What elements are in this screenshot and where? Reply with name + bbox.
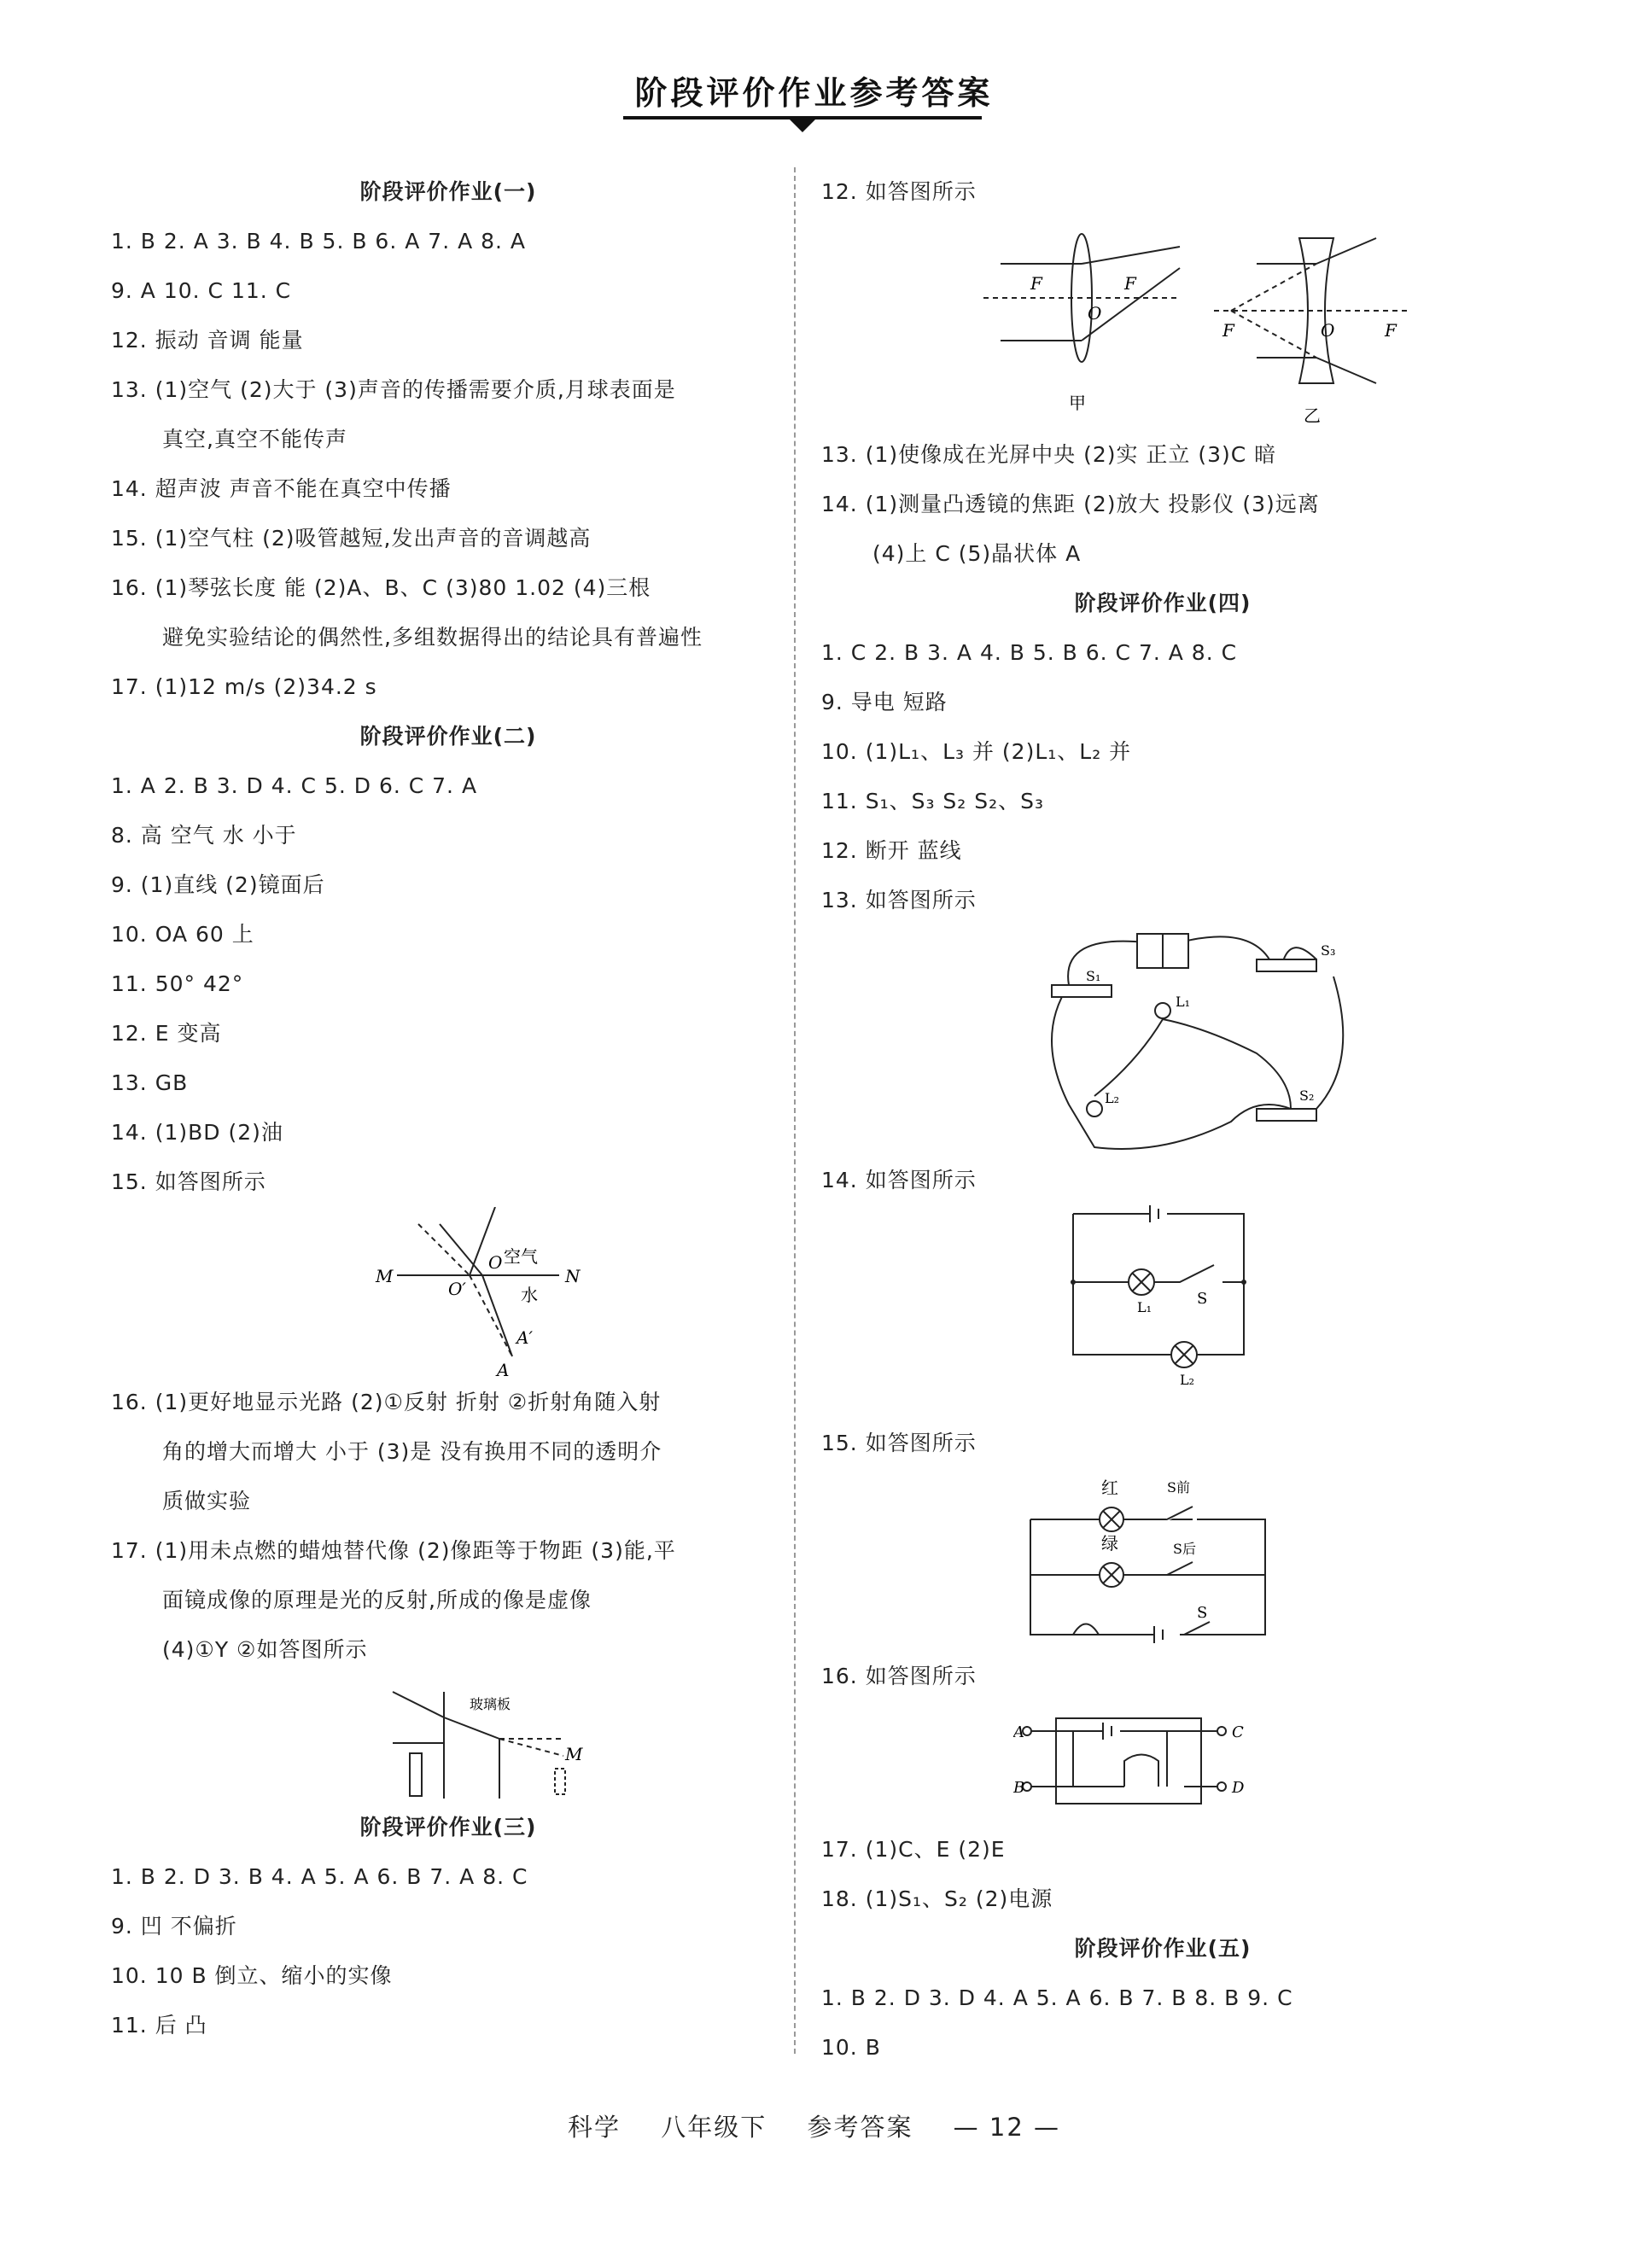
answer-line: 9. 凹 不偏折 (111, 1914, 237, 1939)
figure-line (1231, 311, 1316, 358)
figure-label: S (1197, 1290, 1208, 1308)
answer-line: 16. 如答图所示 (821, 1664, 977, 1688)
answer-line: 1. A 2. B 3. D 4. C 5. D 6. C 7. A (111, 773, 478, 798)
figure-label: C (1232, 1723, 1244, 1741)
figure-label: B (1013, 1779, 1025, 1797)
switch-icon (1052, 985, 1112, 997)
answer-line: 1. B 2. D 3. B 4. A 5. A 6. B 7. A 8. C (111, 1864, 528, 1889)
figure-label: S₁ (1086, 968, 1101, 984)
answer-line: 8. 高 空气 水 小于 (111, 823, 297, 848)
figure-label: 甲 (1069, 393, 1086, 413)
figure-lenses-svg (983, 217, 1462, 430)
figure-label: F (1030, 273, 1042, 294)
figure-label: D (1232, 1779, 1245, 1797)
terminal-icon (1217, 1727, 1226, 1735)
left-column (111, 167, 785, 2050)
figure-label: O′ (448, 1279, 466, 1299)
figure-label: 红 (1101, 1478, 1118, 1498)
footer-subject: 科学 (567, 2113, 621, 2142)
figure-line (444, 1717, 499, 1739)
figure-label: L₂ (1105, 1090, 1120, 1106)
figure-label: 水 (521, 1285, 538, 1305)
answer-line: 15. 如答图所示 (111, 1169, 266, 1194)
answer-line: 10. 10 B 倒立、缩小的实像 (111, 1963, 393, 1988)
battery-icon (1137, 934, 1163, 968)
answer-line: 10. (1)L₁、L₃ 并 (2)L₁、L₂ 并 (821, 739, 1132, 764)
answer-line: 9. A 10. C 11. C (111, 278, 292, 303)
answer-line: 15. 如答图所示 (821, 1431, 977, 1455)
figure-line (393, 1692, 444, 1717)
answer-line: 避免实验结论的偶然性,多组数据得出的结论具有普遍性 (162, 625, 703, 650)
figure-realcircuit (821, 925, 1504, 1156)
figure-line (1167, 1507, 1193, 1519)
figure-label: S前 (1167, 1479, 1190, 1495)
answer-line: 18. (1)S₁、S₂ (2)电源 (821, 1886, 1053, 1911)
answer-line: 17. (1)用未点燃的蜡烛替代像 (2)像距等于物距 (3)能,平 (111, 1538, 676, 1563)
node-dot (1241, 1280, 1246, 1285)
figure-label: O (488, 1252, 503, 1273)
answer-line: 1. B 2. D 3. D 4. A 5. A 6. B 7. B 8. B 9. C (821, 1985, 1293, 2010)
figure-circuit16-svg (1013, 1701, 1287, 1825)
answer-line: 14. 如答图所示 (821, 1168, 977, 1192)
node-dot (1071, 1280, 1076, 1285)
figure-label: 乙 (1304, 405, 1321, 426)
figure-label: A (1013, 1723, 1024, 1741)
section-heading: 阶段评价作业(五) (1074, 1936, 1252, 1961)
figure-line (470, 1275, 512, 1356)
figure-label: M (376, 1266, 394, 1286)
footer-grade: 八年级下 (661, 2113, 767, 2142)
figure-label: S₂ (1299, 1087, 1315, 1104)
figure-label: N (565, 1266, 581, 1286)
bulb-icon (1155, 1003, 1170, 1018)
figure-label: O (1088, 303, 1102, 324)
answer-line: 13. (1)使像成在光屏中央 (2)实 正立 (3)C 暗 (821, 442, 1277, 467)
answer-line: 12. 如答图所示 (821, 179, 977, 204)
answer-line: 10. OA 60 上 (111, 922, 254, 947)
bell-icon (1124, 1755, 1158, 1787)
figure-circuit15-svg (1026, 1468, 1299, 1652)
figure-refraction-svg (367, 1207, 623, 1378)
circuit-wires (1073, 1214, 1244, 1355)
figure-label: L₂ (1180, 1372, 1195, 1388)
figure-label: S (1197, 1604, 1208, 1622)
figure-circuit15 (821, 1468, 1504, 1652)
figure-label: L₁ (1176, 994, 1191, 1010)
figure-line (1167, 1562, 1193, 1575)
circuit-wires (1030, 1519, 1265, 1635)
answer-line: 13. GB (111, 1070, 189, 1095)
section-heading: 阶段评价作业(四) (1074, 591, 1252, 615)
answer-line: 13. 如答图所示 (821, 888, 977, 912)
figure-label: 空气 (504, 1246, 538, 1267)
page-title: 阶段评价作业参考答案 (634, 74, 994, 112)
answer-line: 真空,真空不能传声 (162, 427, 347, 452)
answer-line: 1. B 2. A 3. B 4. B 5. B 6. A 7. A 8. A (111, 229, 527, 254)
figure-line (482, 1275, 512, 1356)
figure-lenses (821, 217, 1504, 430)
bulb-icon (1087, 1101, 1102, 1117)
figure-label: F (1124, 273, 1136, 294)
answer-line: 11. 50° 42° (111, 971, 244, 996)
figure-label: 绿 (1101, 1533, 1118, 1554)
figure-label: O (1321, 320, 1335, 341)
figure-circuit14 (821, 1205, 1504, 1419)
figure-line (1082, 247, 1180, 264)
answer-line: 14. (1)测量凸透镜的焦距 (2)放大 投影仪 (3)远离 (821, 492, 1320, 516)
figure-label: 玻璃板 (470, 1696, 511, 1712)
answer-line: 14. 超声波 声音不能在真空中传播 (111, 476, 452, 501)
figure-line (1316, 238, 1376, 264)
answer-line: 12. 振动 音调 能量 (111, 328, 304, 353)
terminal-icon (1217, 1782, 1226, 1791)
section-heading: 阶段评价作业(二) (359, 724, 537, 749)
figure-glass-svg (384, 1675, 606, 1803)
figure-label: F (1222, 320, 1234, 341)
section-heading: 阶段评价作业(一) (359, 179, 537, 204)
battery-icon (1163, 934, 1188, 968)
bell-icon (1073, 1624, 1099, 1635)
candle-icon (410, 1753, 422, 1796)
answer-line: 1. C 2. B 3. A 4. B 5. B 6. C 7. A 8. C (821, 640, 1238, 665)
switch-icon (1257, 1109, 1316, 1121)
figure-label: A′ (516, 1327, 533, 1348)
answer-line: 12. E 变高 (111, 1021, 222, 1046)
answer-line: 9. (1)直线 (2)镜面后 (111, 872, 325, 897)
figure-label: F (1385, 320, 1397, 341)
answer-line: 16. (1)更好地显示光路 (2)①反射 折射 ②折射角随入射 (111, 1390, 662, 1414)
title-arrow-icon (789, 119, 816, 132)
page-footer (0, 2108, 1628, 2143)
page-number: — 12 — (953, 2113, 1061, 2142)
figure-line (1231, 264, 1316, 311)
figure-label: A (497, 1360, 510, 1378)
answer-line: 质做实验 (162, 1489, 252, 1513)
answer-line: 13. (1)空气 (2)大于 (3)声音的传播需要介质,月球表面是 (111, 377, 676, 402)
figure-label: S₃ (1321, 942, 1336, 959)
answer-line: 15. (1)空气柱 (2)吸管越短,发出声音的音调越高 (111, 526, 592, 551)
answer-line: 14. (1)BD (2)油 (111, 1120, 283, 1145)
answer-line: 12. 断开 蓝线 (821, 838, 962, 863)
answer-line: 面镜成像的原理是光的反射,所成的像是虚像 (162, 1588, 592, 1612)
switch-icon (1257, 959, 1316, 971)
figure-realcircuit-svg (1035, 925, 1376, 1156)
figure-line (1316, 358, 1376, 383)
figure-label: L₁ (1137, 1299, 1152, 1315)
footer-label: 参考答案 (807, 2113, 913, 2142)
figure-refraction (111, 1207, 785, 1378)
candle-image-icon (555, 1769, 565, 1794)
answer-line: 11. 后 凸 (111, 2013, 207, 2038)
answer-line: 17. (1)12 m/s (2)34.2 s (111, 674, 377, 699)
figure-glass (111, 1675, 785, 1803)
answer-line: (4)上 C (5)晶状体 A (872, 541, 1082, 566)
answer-line: 角的增大而增大 小于 (3)是 没有换用不同的透明介 (162, 1439, 662, 1464)
answer-line: 11. S₁、S₃ S₂ S₂、S₃ (821, 789, 1045, 813)
figure-line (1184, 1622, 1210, 1635)
answer-line: (4)①Y ②如答图所示 (162, 1637, 368, 1662)
section-heading: 阶段评价作业(三) (359, 1815, 537, 1839)
column-divider (794, 167, 796, 2054)
right-column (821, 167, 1504, 2073)
answer-line: 10. B (821, 2035, 881, 2060)
figure-circuit14-svg (1056, 1205, 1312, 1419)
figure-circuit16 (821, 1701, 1504, 1825)
figure-label: S后 (1173, 1541, 1196, 1557)
figure-label: M (565, 1744, 583, 1764)
answer-line: 9. 导电 短路 (821, 690, 948, 714)
answer-line: 16. (1)琴弦长度 能 (2)A、B、C (3)80 1.02 (4)三根 (111, 575, 651, 600)
answer-line: 17. (1)C、E (2)E (821, 1837, 1006, 1862)
figure-line (499, 1739, 563, 1756)
